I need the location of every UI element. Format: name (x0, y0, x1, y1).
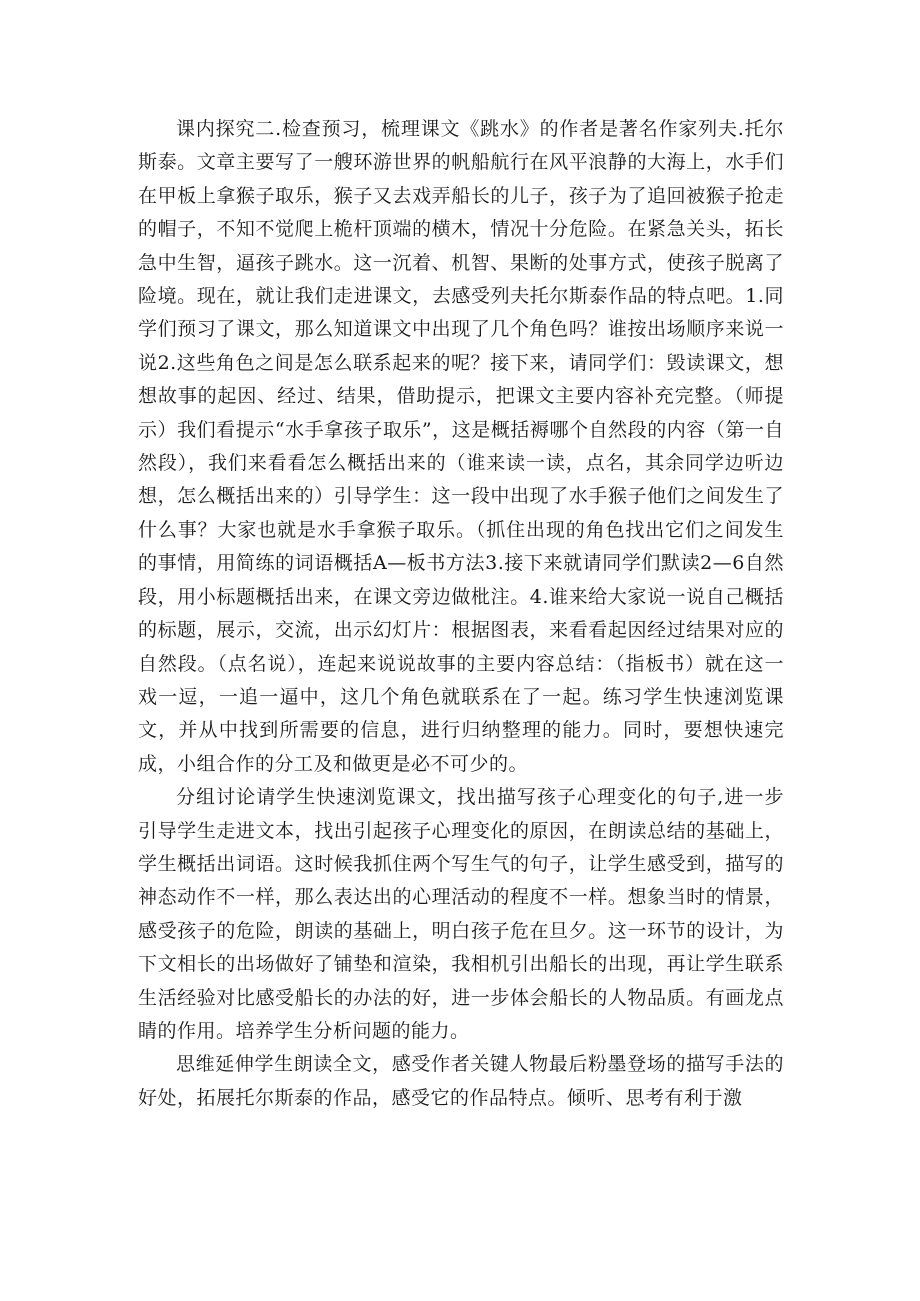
paragraph-thinking-extension: 思维延伸学生朗读全文，感受作者关键人物最后粉墨登场的描写手法的好处，拓展托尔斯泰的作品，感受它的作品特点。倾听、思考有利于激 (138, 1053, 784, 1109)
paragraph-lesson-exploration: 课内探究二.检查预习，梳理课文《跳水》的作者是著名作家列夫.托尔斯泰。文章主要写了一艘环游世界的帆船航行在风平浪静的大海上，水手们在甲板上拿猴子取乐，猴子又去戏弄船长的儿子，孩子为了追回被猴子抢走的帽子，不知不觉爬上桅杆顶端的横木，情况十分危险。在紧急关头，拓长急中生智，逼孩子跳水。这一沉着、机智、果断的处事方式，使孩子脱离了险境。现在，就让我们走进课文，去感受列夫托尔斯泰作品的特点吧。1.同学们预习了课文，那么知道课文中出现了几个角色吗？谁按出场顺序来说一说2.这些角色之间是怎么联系起来的呢？接下来，请同学们：毁读课文，想想故事的起因、经过、结果，借助提示，把课文主要内容补充完整。（师提示）我们看提示“水手拿孩子取乐”，这是概括褥哪个自然段的内容（第一自然段），我们来看看怎么概括出来的（谁来读一读，点名，其余同学边听边想，怎么概括出来的）引导学生：这一段中出现了水手猴子他们之间发生了什么事？大家也就是水手拿猴子取乐。（抓住出现的角色找出它们之间发生的事情，用简练的词语概括A—板书方法3.接下来就请同学们默读2—6自然段，用小标题概括出来，在课文旁边做枇注。4.谁来给大家说一说自己概括的标题，展示，交流，出示幻灯片：根据图表，来看看起因经过结果对应的自然段。（点名说），连起来说说故事的主要内容总结：（指板书）就在这一戏一逗，一追一逼中，这几个角色就联系在了一起。练习学生快速浏览课文，并从中找到所需要的信息，进行归纳整理的能力。同时，要想快速完成，小组合作的分工及和做更是必不可少的。 (138, 118, 784, 775)
paragraph-group-discussion: 分组讨论请学生快速浏览课文，找出描写孩子心理变化的句子,进一步引导学生走进文本，找出引起孩子心理变化的原因，在朗读总结的基础上，学生概括出词语。这时候我抓住两个写生气的句子，让学生感受到，描写的神态动作不一样，那么表达出的心理活动的程度不一样。想象当时的情景，感受孩子的危险，朗读的基础上，明白孩子危在旦夕。这一环节的设计，为下文相长的出场做好了铺垫和渲染，我相机引出船长的出现，再让学生联系生活经验对比感受船长的办法的好，进一步体会船长的人物品质。有画龙点睛的作用。培养学生分析问题的能力。 (138, 786, 784, 1042)
document-body (138, 113, 784, 1115)
